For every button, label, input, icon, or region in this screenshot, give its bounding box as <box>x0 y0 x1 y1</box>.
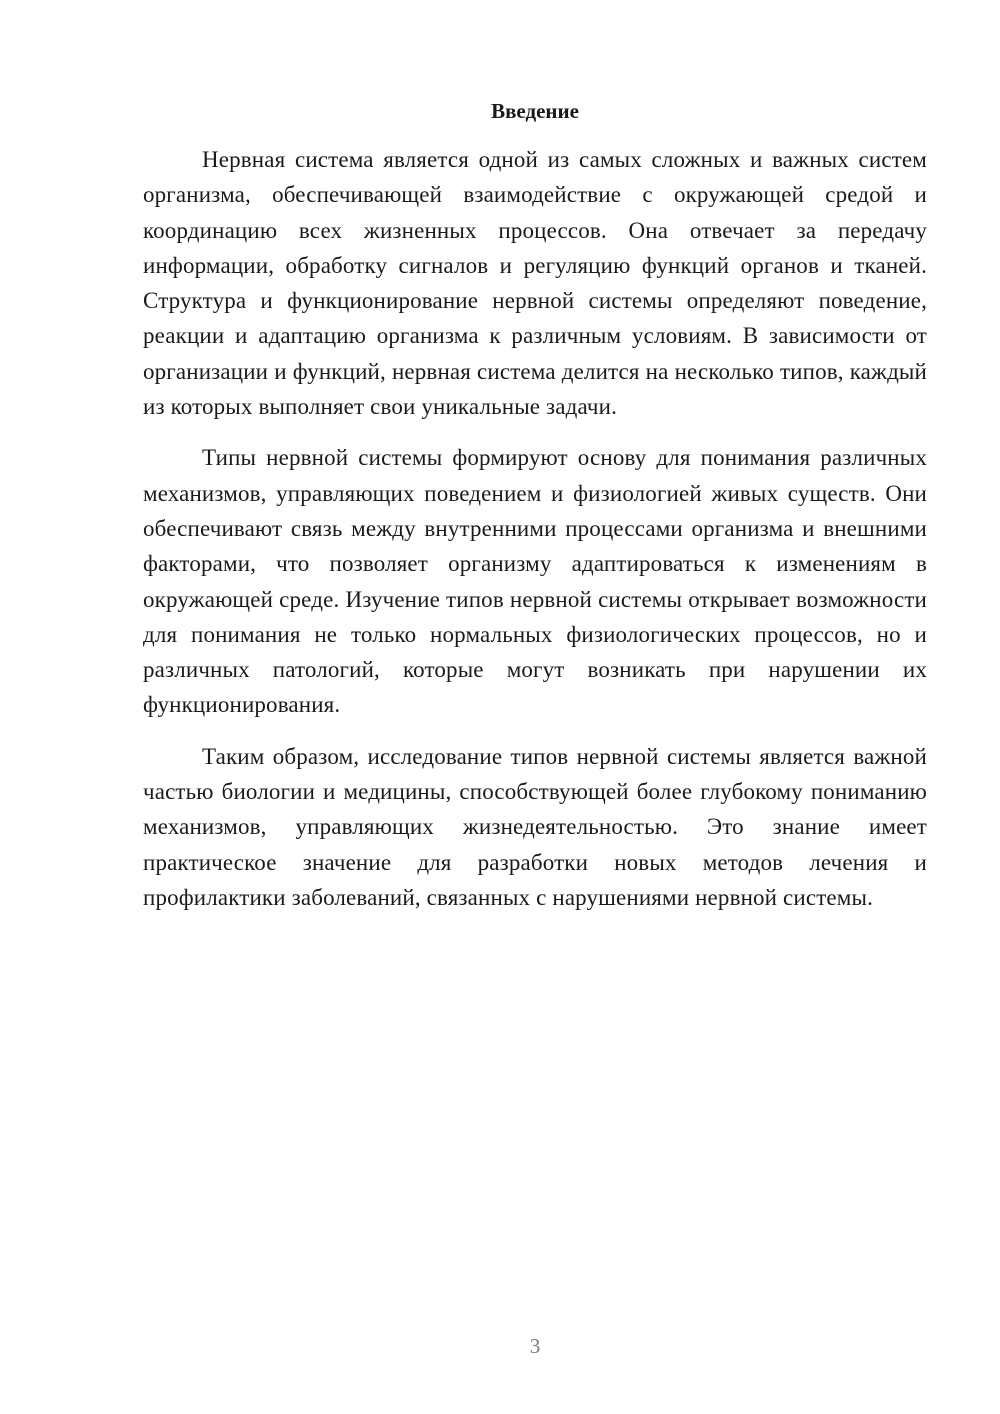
body-text <box>143 142 927 931</box>
paragraph-2: Типы нервной системы формируют основу для понимания различных механизмов, управляющих поведением и физиологией живых существ. Они обеспечивают связь между внутренними процессами организма и внешними факторами, что позволяет организму адаптироваться к изменениям в окружающей среде. Изучение типов нервной системы открывает возможности для понимания не только нормальных физиологических процессов, но и различных патологий, которые могут возникать при нарушении их функционирования. <box>143 445 927 718</box>
page-number: 3 <box>529 1334 541 1358</box>
paragraph-1: Нервная система является одной из самых сложных и важных систем организма, обеспечивающей взаимодействие с окружающей средой и координацию всех жизненных процессов. Она отвечает за передачу информации, обработку сигналов и регуляцию функций органов и тканей. Структура и функционирование нервной системы определяют поведение, реакции и адаптацию организма к различным условиям. В зависимости от организации и функций, нервная система делится на несколько типов, каждый из которых выполняет свои уникальные задачи. <box>143 147 927 420</box>
section-heading: Введение <box>491 99 579 123</box>
paragraph-3: Таким образом, исследование типов нервной системы является важной частью биологии и медицины, способствующей более глубокому пониманию механизмов, управляющих жизнедеятельностью. Это знание имеет практическое значение для разработки новых методов лечения и профилактики заболеваний, связанных с нарушениями нервной системы. <box>143 743 927 910</box>
